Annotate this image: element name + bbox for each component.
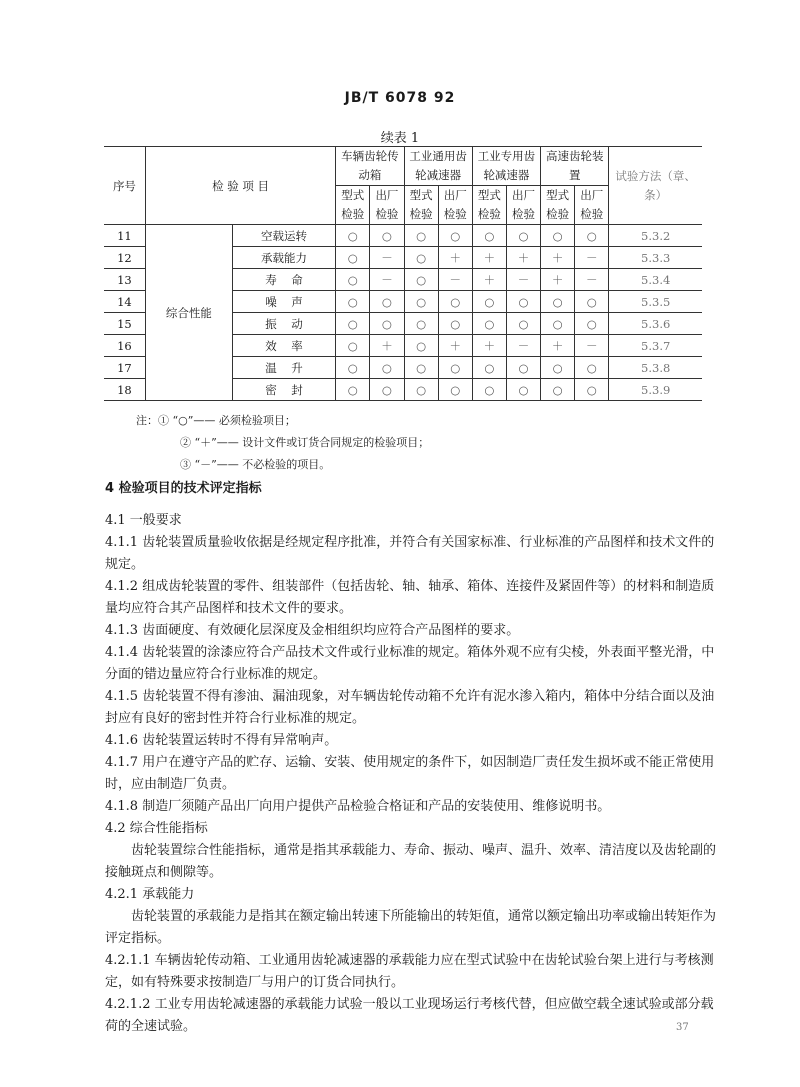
subheader-factory-test: 出厂检验	[575, 186, 609, 225]
mark-cell: ＋	[472, 247, 506, 269]
row-number: 18	[104, 379, 145, 401]
mark-cell: ○	[506, 313, 540, 335]
mark-cell: ○	[336, 269, 370, 291]
subheader-factory-test: 出厂检验	[506, 186, 540, 225]
mark-cell: ＋	[370, 335, 404, 357]
mark-cell: ○	[438, 291, 472, 313]
row-number: 17	[104, 357, 145, 379]
subheader-type-test: 型式检验	[472, 186, 506, 225]
clause-4-1-5: 4.1.5 齿轮装置不得有渗油、漏油现象，对车辆齿轮传动箱不允许有泥水渗入箱内，箱体中分结合面以及油封应有良好的密封性并符合行业标准的规定。	[105, 689, 715, 726]
row-item: 寿 命	[232, 269, 335, 291]
mark-cell: ＋	[541, 247, 575, 269]
mark-cell: ○	[506, 379, 540, 401]
mark-cell: ○	[541, 313, 575, 335]
paragraph-4-2: 齿轮装置综合性能指标，通常是指其承载能力、寿命、振动、噪声、温升、效率、清洁度以及齿轮副的接触斑点和侧隙等。	[105, 843, 717, 880]
mark-cell: ○	[472, 225, 506, 247]
mark-cell: ○	[404, 247, 438, 269]
mark-cell: ○	[472, 313, 506, 335]
inspection-table	[104, 146, 702, 401]
row-item: 承载能力	[232, 247, 335, 269]
subheader-type-test: 型式检验	[336, 186, 370, 225]
table-caption: 续表 1	[380, 131, 420, 146]
row-method: 5.3.9	[609, 379, 702, 401]
section-heading-4: 4 检验项目的技术评定指标	[105, 481, 262, 496]
section-heading-4-2-1: 4.2.1 承载能力	[105, 887, 195, 902]
mark-cell: ○	[370, 225, 404, 247]
row-number: 12	[104, 247, 145, 269]
mark-cell: ○	[404, 313, 438, 335]
mark-cell: －	[506, 269, 540, 291]
mark-cell: －	[370, 269, 404, 291]
row-method: 5.3.5	[609, 291, 702, 313]
row-number: 11	[104, 225, 145, 247]
group-header-special: 工业专用齿轮减速器	[472, 147, 540, 186]
mark-cell: ○	[472, 291, 506, 313]
mark-cell: ○	[336, 291, 370, 313]
document-body	[105, 478, 717, 1038]
mark-cell: ○	[336, 225, 370, 247]
mark-cell: －	[575, 269, 609, 291]
mark-cell: ○	[506, 291, 540, 313]
mark-cell: ○	[336, 313, 370, 335]
mark-cell: ＋	[541, 269, 575, 291]
mark-cell: ○	[404, 357, 438, 379]
col-header-item: 检 验 项 目	[145, 147, 335, 225]
mark-cell: ○	[541, 225, 575, 247]
row-method: 5.3.4	[609, 269, 702, 291]
mark-cell: ○	[404, 291, 438, 313]
group-header-highspeed: 高速齿轮装置	[541, 147, 609, 186]
row-item: 噪 声	[232, 291, 335, 313]
row-method: 5.3.8	[609, 357, 702, 379]
mark-cell: ○	[438, 379, 472, 401]
row-item: 温 升	[232, 357, 335, 379]
subheader-type-test: 型式检验	[541, 186, 575, 225]
mark-cell: ○	[541, 357, 575, 379]
row-item: 空载运转	[232, 225, 335, 247]
mark-cell: ○	[438, 357, 472, 379]
note-2: ② “＋”—— 设计文件或订货合同规定的检验项目；	[180, 436, 430, 449]
mark-cell: ＋	[506, 247, 540, 269]
mark-cell: ○	[541, 291, 575, 313]
mark-cell: ○	[404, 335, 438, 357]
mark-cell: ○	[575, 313, 609, 335]
clause-4-1-7: 4.1.7 用户在遵守产品的贮存、运输、安装、使用规定的条件下，如因制造厂责任发生损坏或不能正常使用时，应由制造厂负责。	[105, 755, 715, 792]
mark-cell: ○	[506, 357, 540, 379]
clause-4-1-8: 4.1.8 制造厂须随产品出厂向用户提供产品检验合格证和产品的安装使用、维修说明书。	[105, 799, 611, 814]
mark-cell: ＋	[438, 247, 472, 269]
mark-cell: ○	[575, 357, 609, 379]
mark-cell: ＋	[472, 335, 506, 357]
mark-cell: ○	[506, 225, 540, 247]
subheader-factory-test: 出厂检验	[438, 186, 472, 225]
mark-cell: ○	[336, 379, 370, 401]
mark-cell: ○	[472, 379, 506, 401]
group-header-vehicle: 车辆齿轮传动箱	[336, 147, 404, 186]
category-label: 综合性能	[145, 225, 232, 401]
mark-cell: ○	[336, 335, 370, 357]
subheader-factory-test: 出厂检验	[370, 186, 404, 225]
mark-cell: ＋	[541, 335, 575, 357]
mark-cell: ○	[370, 357, 404, 379]
clause-4-1-1: 4.1.1 齿轮装置质量验收依据是经规定程序批准，并符合有关国家标准、行业标准的产品图样和技术文件的规定。	[105, 535, 715, 572]
row-method: 5.3.2	[609, 225, 702, 247]
mark-cell: ○	[472, 357, 506, 379]
paragraph-4-2-1: 齿轮装置的承载能力是指其在额定输出转速下所能输出的转矩值，通常以额定输出功率或输出转矩作为评定指标。	[105, 909, 717, 946]
subheader-type-test: 型式检验	[404, 186, 438, 225]
row-number: 15	[104, 313, 145, 335]
row-method: 5.3.6	[609, 313, 702, 335]
row-item: 密 封	[232, 379, 335, 401]
mark-cell: －	[438, 269, 472, 291]
mark-cell: －	[575, 247, 609, 269]
table-row	[104, 225, 702, 247]
mark-cell: ○	[575, 291, 609, 313]
clause-4-2-1-1: 4.2.1.1 车辆齿轮传动箱、工业通用齿轮减速器的承载能力应在型式试验中在齿轮试验台架上进行与考核测定，如有特殊要求按制造厂与用户的订货合同执行。	[105, 953, 714, 990]
section-heading-4-2: 4.2 综合性能指标	[105, 821, 208, 836]
row-number: 16	[104, 335, 145, 357]
mark-cell: －	[506, 335, 540, 357]
mark-cell: ＋	[472, 269, 506, 291]
section-heading-4-1: 4.1 一般要求	[105, 513, 182, 528]
mark-cell: ○	[404, 225, 438, 247]
mark-cell: －	[370, 247, 404, 269]
group-header-general: 工业通用齿轮减速器	[404, 147, 472, 186]
mark-cell: ＋	[438, 335, 472, 357]
note-1: 注：① “○”—— 必须检验项目；	[136, 414, 296, 427]
mark-cell: ○	[370, 313, 404, 335]
mark-cell: ○	[404, 269, 438, 291]
table-notes	[136, 410, 429, 476]
mark-cell: ○	[336, 247, 370, 269]
row-method: 5.3.7	[609, 335, 702, 357]
mark-cell: ○	[438, 225, 472, 247]
clause-4-1-4: 4.1.4 齿轮装置的涂漆应符合产品技术文件或行业标准的规定。箱体外观不应有尖棱，外表面平整光滑，中分面的错边量应符合行业标准的规定。	[105, 645, 715, 682]
row-item: 效 率	[232, 335, 335, 357]
mark-cell: ○	[438, 313, 472, 335]
mark-cell: －	[575, 335, 609, 357]
row-number: 13	[104, 269, 145, 291]
mark-cell: ○	[541, 379, 575, 401]
clause-4-1-2: 4.1.2 组成齿轮装置的零件、组装部件（包括齿轮、轴、轴承、箱体、连接件及紧固件等）的材料和制造质量均应符合其产品图样和技术文件的要求。	[105, 579, 715, 616]
col-header-no: 序号	[104, 147, 145, 225]
mark-cell: ○	[370, 379, 404, 401]
row-item: 振 动	[232, 313, 335, 335]
mark-cell: ○	[575, 225, 609, 247]
mark-cell: ○	[575, 379, 609, 401]
row-number: 14	[104, 291, 145, 313]
clause-4-1-3: 4.1.3 齿面硬度、有效硬化层深度及金相组织均应符合产品图样的要求。	[105, 623, 520, 638]
col-header-method: 试验方法（章、条）	[609, 147, 702, 225]
mark-cell: ○	[370, 291, 404, 313]
clause-4-1-6: 4.1.6 齿轮装置运转时不得有异常响声。	[105, 733, 338, 748]
mark-cell: ○	[404, 379, 438, 401]
mark-cell: ○	[336, 357, 370, 379]
page-number: 37	[676, 1022, 689, 1033]
row-method: 5.3.3	[609, 247, 702, 269]
note-3: ③ “－”—— 不必检验的项目。	[180, 458, 331, 471]
clause-4-2-1-2: 4.2.1.2 工业专用齿轮减速器的承载能力试验一般以工业现场运行考核代替，但应做空载全速试验或部分载荷的全速试验。	[105, 997, 714, 1034]
page-header: JB/T 6078 92	[344, 90, 456, 106]
